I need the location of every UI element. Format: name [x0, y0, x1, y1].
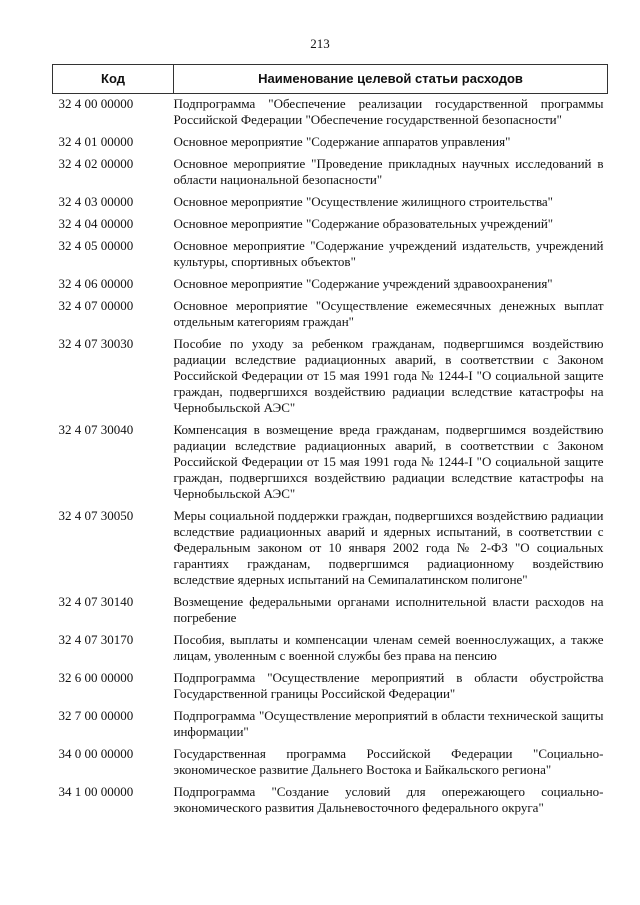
- table-row: [53, 192, 608, 214]
- row-code: 32 4 05 00000: [58, 238, 134, 253]
- row-name: Меры социальной поддержки граждан, подвергшихся воздействию радиации вследствие радиационных аварий и ядерных испытаний, в соответствии с Федеральным законом от 10 января 2002 года № 2-ФЗ "О социальных гарантиях гражданам, подвергшимся радиационному воздействию вследствие ядерных испытаний на Семипалатинском полигоне": [173, 508, 604, 587]
- row-code: 32 6 00 00000: [58, 670, 134, 685]
- table-row: [53, 214, 608, 236]
- row-name: Подпрограмма "Создание условий для опережающего социально-экономического развития Дальневосточного федерального округа": [173, 784, 604, 815]
- row-code: 32 4 07 30170: [58, 632, 134, 647]
- row-code: 32 4 02 00000: [58, 156, 134, 171]
- row-code: 32 7 00 00000: [58, 708, 134, 723]
- row-name: Основное мероприятие "Содержание образовательных учреждений": [173, 216, 554, 231]
- row-name: Основное мероприятие "Осуществление жилищного строительства": [173, 194, 553, 209]
- table-row: [53, 744, 608, 782]
- row-code: 32 4 04 00000: [58, 216, 134, 231]
- table-row: [53, 506, 608, 592]
- row-name: Возмещение федеральными органами исполнительной власти расходов на погребение: [173, 594, 604, 625]
- row-name: Основное мероприятие "Содержание учреждений издательств, учреждений культуры, спортивных объектов": [173, 238, 604, 269]
- table-row: [53, 782, 608, 820]
- table-row: [53, 630, 608, 668]
- row-code: 32 4 06 00000: [58, 276, 134, 291]
- row-code: 32 4 00 00000: [58, 96, 134, 111]
- row-name: Компенсация в возмещение вреда гражданам, подвергшимся воздействию радиации вследствие радиационных аварий, в соответствии с Законом Российской Федерации от 15 мая 1991 года № 1244-I "О социальной защите граждан, подвергшихся воздействию радиации вследствие катастрофы на Чернобыльской АЭС": [173, 422, 604, 501]
- row-name: Пособия, выплаты и компенсации членам семей военнослужащих, а также лицам, уволенным с военной службы без права на пенсию: [173, 632, 604, 663]
- table-row: [53, 334, 608, 420]
- table-row: [53, 236, 608, 274]
- row-name: Пособие по уходу за ребенком гражданам, подвергшимся воздействию радиации вследствие радиационных аварий, в соответствии с Законом Российской Федерации от 15 мая 1991 года № 1244-I "О социальной защите граждан, подвергшихся воздействию радиации вследствие катастрофы на Чернобыльской АЭС": [173, 336, 604, 415]
- row-code: 32 4 07 30140: [58, 594, 134, 609]
- row-code: 32 4 07 30030: [58, 336, 134, 351]
- row-code: 32 4 07 00000: [58, 298, 134, 313]
- row-code: 32 4 07 30040: [58, 422, 134, 437]
- table-row: [53, 94, 608, 133]
- row-name: Основное мероприятие "Осуществление ежемесячных денежных выплат отдельным категориям граждан": [173, 298, 604, 329]
- table-row: [53, 420, 608, 506]
- row-name: Основное мероприятие "Проведение прикладных научных исследований в области национальной безопасности": [173, 156, 604, 187]
- table-row: [53, 274, 608, 296]
- row-name: Основное мероприятие "Содержание аппаратов управления": [173, 134, 511, 149]
- budget-classification-table: [52, 64, 608, 820]
- row-name: Подпрограмма "Обеспечение реализации государственной программы Российской Федерации "Обеспечение государственной безопасности": [173, 96, 604, 127]
- row-code: 32 4 01 00000: [58, 134, 134, 149]
- row-name: Подпрограмма "Осуществление мероприятий в области технической защиты информации": [173, 708, 604, 739]
- table-row: [53, 592, 608, 630]
- row-code: 32 4 03 00000: [58, 194, 134, 209]
- row-code: 34 0 00 00000: [58, 746, 134, 761]
- table-row: [53, 668, 608, 706]
- row-code: 34 1 00 00000: [58, 784, 134, 799]
- page-number: 213: [310, 36, 330, 51]
- table-row: [53, 132, 608, 154]
- table-header-row: [53, 65, 608, 94]
- row-name: Подпрограмма "Осуществление мероприятий в области обустройства Государственной границы Российской Федерации": [173, 670, 604, 701]
- column-header-code: Код: [53, 65, 174, 94]
- table-row: [53, 296, 608, 334]
- table-row: [53, 154, 608, 192]
- column-header-name: Наименование целевой статьи расходов: [174, 65, 608, 94]
- row-code: 32 4 07 30050: [58, 508, 134, 523]
- row-name: Государственная программа Российской Федерации "Социально-экономическое развитие Дальнего Востока и Байкальского региона": [173, 746, 604, 777]
- table-body: [53, 94, 608, 821]
- row-name: Основное мероприятие "Содержание учреждений здравоохранения": [173, 276, 553, 291]
- table-row: [53, 706, 608, 744]
